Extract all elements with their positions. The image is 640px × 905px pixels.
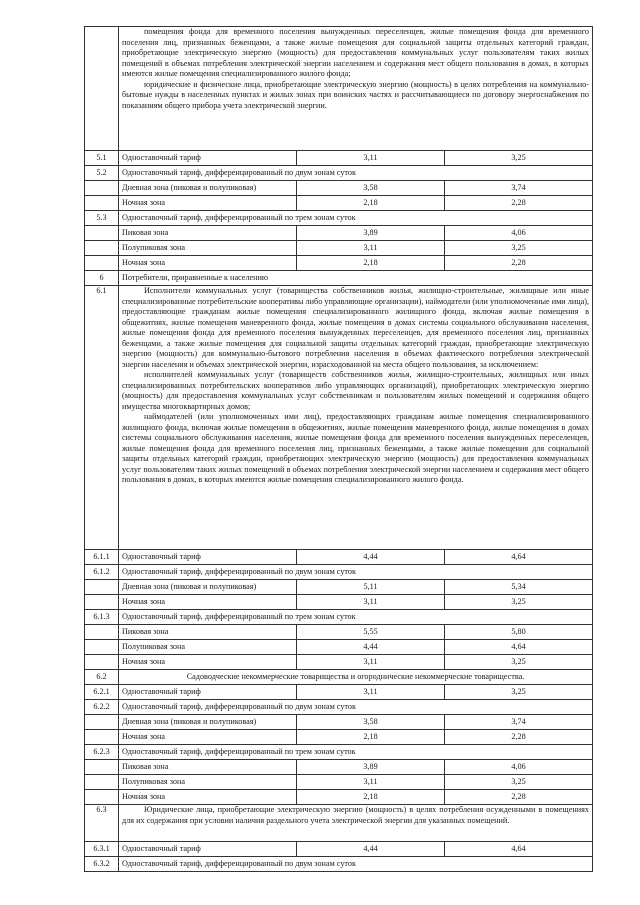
tariff-value-period-1: 3,11 bbox=[297, 685, 445, 700]
row-number bbox=[85, 580, 119, 595]
row-number: 6.1.1 bbox=[85, 550, 119, 565]
section-header: Потребители, приравненные к населению bbox=[119, 271, 593, 286]
tariff-label: Полупиковая зона bbox=[119, 775, 297, 790]
tariff-value-period-1: 2,18 bbox=[297, 790, 445, 805]
table-row bbox=[85, 580, 593, 595]
tariff-value-period-1: 3,11 bbox=[297, 655, 445, 670]
table-row bbox=[85, 211, 593, 226]
table-row bbox=[85, 226, 593, 241]
row-number bbox=[85, 595, 119, 610]
table-row bbox=[85, 805, 593, 842]
tariff-value-period-2: 5,80 bbox=[445, 625, 593, 640]
tariff-value-period-1: 5,55 bbox=[297, 625, 445, 640]
tariff-value-period-1: 3,11 bbox=[297, 151, 445, 166]
row-number bbox=[85, 27, 119, 151]
tariff-label: Одноставочный тариф bbox=[119, 685, 297, 700]
row-number: 6.2 bbox=[85, 670, 119, 685]
tariff-value-period-1: 2,18 bbox=[297, 256, 445, 271]
tariff-label: Полупиковая зона bbox=[119, 241, 297, 256]
table-row bbox=[85, 730, 593, 745]
table-row bbox=[85, 151, 593, 166]
tariff-value-period-1: 3,11 bbox=[297, 595, 445, 610]
tariff-value-period-1: 5,11 bbox=[297, 580, 445, 595]
section-header: Одноставочный тариф, дифференцированный по двум зонам суток bbox=[119, 857, 593, 872]
tariff-label: Дневная зона (пиковая и полупиковая) bbox=[119, 181, 297, 196]
row-number bbox=[85, 715, 119, 730]
tariff-value-period-1: 3,58 bbox=[297, 181, 445, 196]
tariff-value-period-2: 4,64 bbox=[445, 550, 593, 565]
tariff-label: Ночная зона bbox=[119, 655, 297, 670]
row-number: 6.2.1 bbox=[85, 685, 119, 700]
tariff-value-period-2: 3,74 bbox=[445, 715, 593, 730]
row-number: 6 bbox=[85, 271, 119, 286]
tariff-value-period-2: 5,34 bbox=[445, 580, 593, 595]
section-header: Одноставочный тариф, дифференцированный по трем зонам суток bbox=[119, 211, 593, 226]
tariff-value-period-2: 2,28 bbox=[445, 256, 593, 271]
tariff-value-period-2: 3,25 bbox=[445, 241, 593, 256]
row-number: 5.3 bbox=[85, 211, 119, 226]
table-row bbox=[85, 640, 593, 655]
row-number: 6.2.2 bbox=[85, 700, 119, 715]
table-row bbox=[85, 685, 593, 700]
table-row bbox=[85, 166, 593, 181]
row-description bbox=[119, 27, 593, 151]
row-number: 5.2 bbox=[85, 166, 119, 181]
row-number: 6.1.2 bbox=[85, 565, 119, 580]
section-header: Одноставочный тариф, дифференцированный по двум зонам суток bbox=[119, 565, 593, 580]
tariff-value-period-1: 3,11 bbox=[297, 241, 445, 256]
tariff-label: Одноставочный тариф bbox=[119, 550, 297, 565]
row-number bbox=[85, 241, 119, 256]
description-paragraph: помещения фонда для временного поселения вынужденных переселенцев, жилые помещения фонда для временного поселения лиц, признанных беженцами, а также жилые помещения для социальной защиты отдельных категорий граждан, приобретающие электрическую энергию (мощность) для предоставления коммунальных услуг пользователям таких жилых помещений в объемах потребления электрической энергии населением и содержания мест общего пользования в домах, в которых имеются жилые помещения специализированного жилого фонда; bbox=[122, 27, 589, 78]
table-row bbox=[85, 550, 593, 565]
tariff-value-period-2: 4,06 bbox=[445, 226, 593, 241]
tariff-label: Пиковая зона bbox=[119, 760, 297, 775]
tariff-value-period-1: 4,44 bbox=[297, 842, 445, 857]
table-row bbox=[85, 760, 593, 775]
tariff-value-period-2: 2,28 bbox=[445, 790, 593, 805]
tariff-value-period-1: 4,44 bbox=[297, 640, 445, 655]
tariff-value-period-2: 4,06 bbox=[445, 760, 593, 775]
tariff-value-period-1: 3,11 bbox=[297, 775, 445, 790]
table-row bbox=[85, 625, 593, 640]
table-row bbox=[85, 745, 593, 760]
tariff-value-period-2: 3,25 bbox=[445, 595, 593, 610]
tariff-value-period-1: 3,89 bbox=[297, 760, 445, 775]
row-number bbox=[85, 790, 119, 805]
table-row bbox=[85, 790, 593, 805]
table-row bbox=[85, 595, 593, 610]
description-paragraph: наймодателей (или уполномоченных ими лиц), предоставляющих гражданам жилые помещения специализированного жилищного фонда, включая жилые помещения в общежитиях, жилые помещения маневренного фонда, жилые помещения в домах системы социального обслуживания населения, жилые помещения фонда для временного поселения вынужденных переселенцев, жилые помещения фонда для временного поселения лиц, признанных беженцами, а также жилые помещения для социальной защиты отдельных категорий граждан, приобретающих электрическую энергию (мощность) для предоставления коммунальных услуг пользователям таких жилых помещений в объемах потребления электрической энергии населением и содержания мест общего пользования в домах, в которых имеются жилые помещения специализированного жилого фонда. bbox=[122, 412, 589, 484]
row-number: 6.3 bbox=[85, 805, 119, 842]
description-paragraph: исполнителей коммунальных услуг (товариществ собственников жилья, жилищно-строительных, жилищных или иных специализированных потребительских кооперативов либо управляющих организаций), приобретающих электрическую энергию (мощность) для предоставления коммунальных услуг собственникам и пользователям жилых помещений и содержания общего имущества многоквартирных домов; bbox=[122, 370, 589, 411]
section-header: Садоводческие некоммерческие товарищества и огороднические некоммерческие товарищества. bbox=[119, 670, 593, 685]
tariff-label: Дневная зона (пиковая и полупиковая) bbox=[119, 580, 297, 595]
tariff-value-period-1: 3,89 bbox=[297, 226, 445, 241]
tariff-label: Ночная зона bbox=[119, 595, 297, 610]
section-header: Одноставочный тариф, дифференцированный по двум зонам суток bbox=[119, 166, 593, 181]
table-row bbox=[85, 565, 593, 580]
section-header: Одноставочный тариф, дифференцированный по трем зонам суток bbox=[119, 745, 593, 760]
tariff-label: Ночная зона bbox=[119, 730, 297, 745]
row-number bbox=[85, 196, 119, 211]
table-row bbox=[85, 715, 593, 730]
tariff-label: Ночная зона bbox=[119, 256, 297, 271]
description-paragraph: Исполнители коммунальных услуг (товарищества собственников жилья, жилищно-строительные, жилищные или иные специализированные потребительские кооперативы либо управляющие организации), наймодатели (или уполномоченные ими лица), предоставляющие гражданам жилые помещения специализированного жилищного фонда, включая жилые помещения в общежитиях, жилые помещения маневренного фонда, жилые помещения в домах системы социального обслуживания населения, жилые помещения фонда для временного поселения вынужденных переселенцев, для временного поселения лиц, признанных беженцами, а также жилые помещения для социальной защиты отдельных категорий граждан, приобретающие электрическую энергию (мощность) для коммунально-бытового потребления населения в объемах фактического потребления электрической энергии населения и объемах электрической энергии, израсходованной на места общего пользования, за исключением: bbox=[122, 286, 589, 369]
row-number bbox=[85, 775, 119, 790]
table-row bbox=[85, 196, 593, 211]
table-row bbox=[85, 27, 593, 151]
table-row bbox=[85, 775, 593, 790]
description-paragraph: Юридические лица, приобретающие электрическую энергию (мощность) в целях потребления осужденными в помещениях для их содержания при условии наличия раздельного учета электрической энергии для указанных помещений. bbox=[122, 805, 589, 825]
row-number bbox=[85, 256, 119, 271]
section-header: Одноставочный тариф, дифференцированный по двум зонам суток bbox=[119, 700, 593, 715]
tariff-value-period-2: 3,25 bbox=[445, 151, 593, 166]
table-row bbox=[85, 857, 593, 872]
row-number bbox=[85, 226, 119, 241]
table-row bbox=[85, 271, 593, 286]
row-number bbox=[85, 730, 119, 745]
row-number: 6.3.1 bbox=[85, 842, 119, 857]
tariff-table bbox=[84, 26, 593, 872]
tariff-label: Одноставочный тариф bbox=[119, 842, 297, 857]
table-row bbox=[85, 700, 593, 715]
row-number bbox=[85, 640, 119, 655]
tariff-label: Пиковая зона bbox=[119, 226, 297, 241]
tariff-value-period-2: 3,25 bbox=[445, 655, 593, 670]
table-row bbox=[85, 842, 593, 857]
tariff-value-period-2: 2,28 bbox=[445, 196, 593, 211]
table-row bbox=[85, 181, 593, 196]
tariff-value-period-2: 3,25 bbox=[445, 775, 593, 790]
table-row bbox=[85, 286, 593, 550]
tariff-value-period-2: 4,64 bbox=[445, 640, 593, 655]
row-number bbox=[85, 760, 119, 775]
tariff-label: Пиковая зона bbox=[119, 625, 297, 640]
table-row bbox=[85, 610, 593, 625]
tariff-label: Одноставочный тариф bbox=[119, 151, 297, 166]
row-number: 5.1 bbox=[85, 151, 119, 166]
table-row bbox=[85, 256, 593, 271]
row-description bbox=[119, 805, 593, 842]
tariff-value-period-1: 4,44 bbox=[297, 550, 445, 565]
row-number: 6.1 bbox=[85, 286, 119, 550]
table-row bbox=[85, 655, 593, 670]
tariff-value-period-1: 2,18 bbox=[297, 730, 445, 745]
description-paragraph: юридические и физические лица, приобретающие электрическую энергию (мощность) в целях потребления на коммунально-бытовые нужды в населенных пунктах и жилых зонах при воинских частях и рассчитывающиеся по договору энергоснабжения по показаниям общего прибора учета электрической энергии. bbox=[122, 79, 589, 110]
row-number: 6.1.3 bbox=[85, 610, 119, 625]
tariff-value-period-2: 2,28 bbox=[445, 730, 593, 745]
row-number bbox=[85, 655, 119, 670]
tariff-value-period-2: 3,25 bbox=[445, 685, 593, 700]
tariff-label: Дневная зона (пиковая и полупиковая) bbox=[119, 715, 297, 730]
table-row bbox=[85, 670, 593, 685]
tariff-value-period-1: 3,58 bbox=[297, 715, 445, 730]
table-row bbox=[85, 241, 593, 256]
tariff-label: Полупиковая зона bbox=[119, 640, 297, 655]
tariff-table-body bbox=[85, 27, 593, 872]
tariff-value-period-2: 3,74 bbox=[445, 181, 593, 196]
row-number: 6.2.3 bbox=[85, 745, 119, 760]
tariff-label: Ночная зона bbox=[119, 196, 297, 211]
row-description bbox=[119, 286, 593, 550]
tariff-value-period-1: 2,18 bbox=[297, 196, 445, 211]
tariff-label: Ночная зона bbox=[119, 790, 297, 805]
tariff-value-period-2: 4,64 bbox=[445, 842, 593, 857]
section-header: Одноставочный тариф, дифференцированный по трем зонам суток bbox=[119, 610, 593, 625]
row-number bbox=[85, 181, 119, 196]
row-number bbox=[85, 625, 119, 640]
row-number: 6.3.2 bbox=[85, 857, 119, 872]
